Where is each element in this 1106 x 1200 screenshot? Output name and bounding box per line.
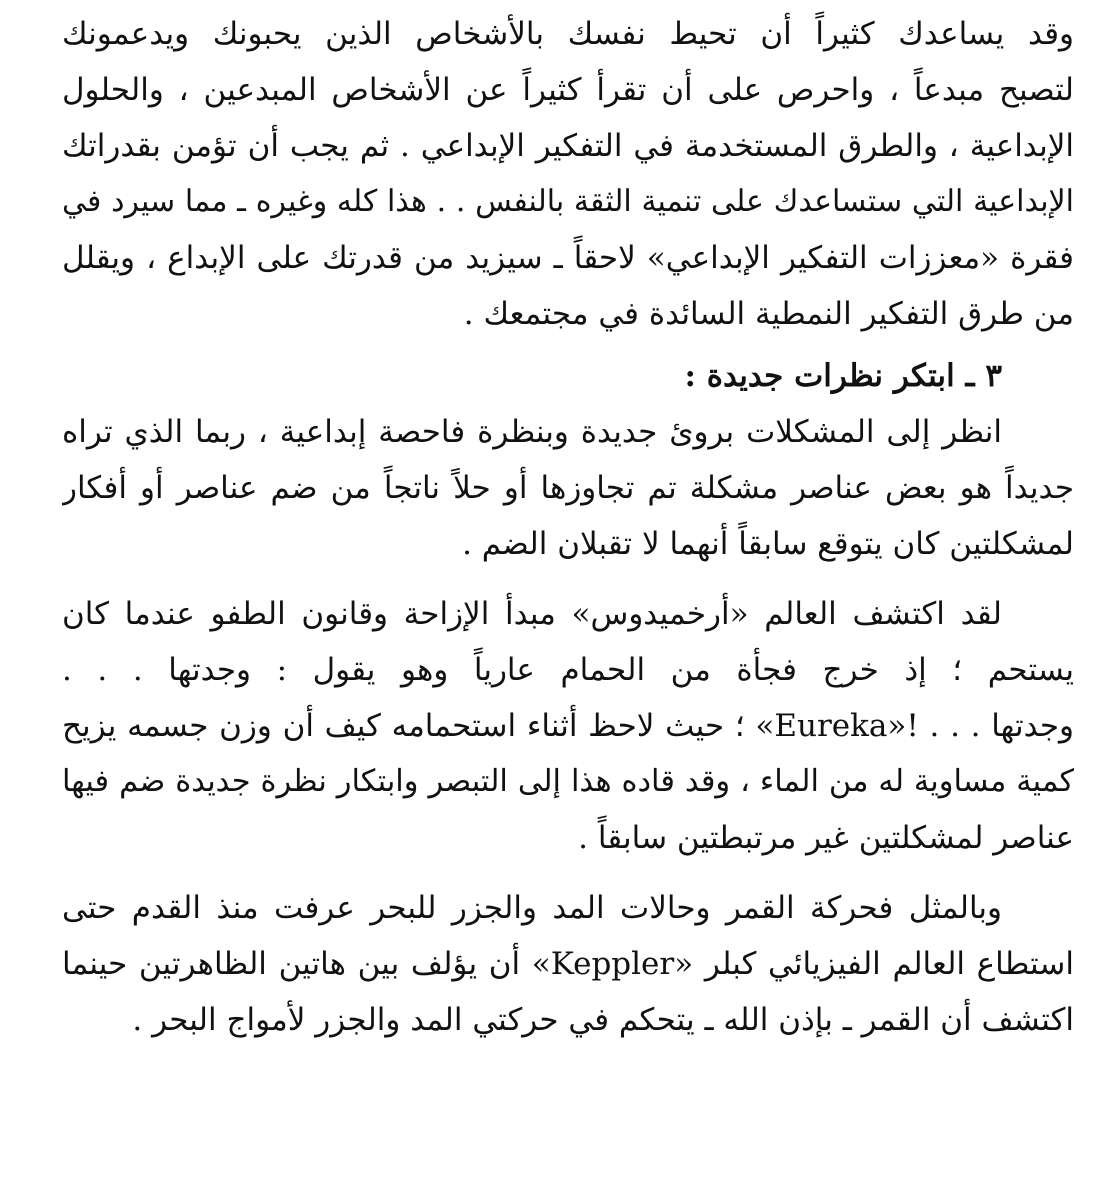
paragraph-new-perspectives [62,404,1074,572]
text-line: الإبداعية ، والطرق المستخدمة في التفكير الإبداعي . ثم يجب أن تؤمن بقدراتك [62,128,1074,164]
text-line: كمية مساوية له من الماء ، وقد قاده هذا إلى التبصر وابتكار نظرة جديدة ضم فيها [62,764,1074,799]
text-line: اكتشف أن القمر ـ بإذن الله ـ يتحكم في حركتي المد والجزر لأمواج البحر . [132,1002,1074,1038]
paragraph-archimedes [62,586,1074,866]
text-line: لتصبح مبدعاً ، واحرص على أن تقرأ كثيراً عن الأشخاص المبدعين ، والحلول [62,72,1074,108]
text-line: استطاع العالم الفيزيائي كبلر «Keppler» أن يؤلف بين هاتين الظاهرتين حينما [62,946,1074,982]
section-heading: ٣ ـ ابتكر نظرات جديدة : [684,358,1002,394]
text-line: يستحم ؛ إذ خرج فجأة من الحمام عارياً وهو يقول : وجدتها . . . [62,652,1074,688]
text-line: عناصر لمشكلتين غير مرتبطتين سابقاً . [578,820,1074,856]
text-line: وجدتها . . . !«Eureka» ؛ حيث لاحظ أثناء استحمامه كيف أن وزن جسمه يزيح [62,708,1074,744]
text-line: لقد اكتشف العالم «أرخميدوس» مبدأ الإزاحة وقانون الطفو عندما كان [62,596,1002,632]
text-line: انظر إلى المشكلات بروئ جديدة وبنظرة فاحصة إبداعية ، ربما الذي تراه [62,414,1002,450]
text-line: فقرة «معززات التفكير الإبداعي» لاحقاً ـ سيزيد من قدرتك على الإبداع ، ويقلل [62,240,1074,276]
text-line: الإبداعية التي ستساعدك على تنمية الثقة بالنفس . . هذا كله وغيره ـ مما سيرد في [62,184,1074,219]
paragraph-creative-support [62,6,1074,342]
text-line: جديداً هو بعض عناصر مشكلة تم تجاوزها أو حلاً ناتجاً من ضم عناصر أو أفكار [62,470,1074,506]
text-line: من طرق التفكير النمطية السائدة في مجتمعك . [463,296,1074,332]
text-line: لمشكلتين كان يتوقع سابقاً أنهما لا تقبلان الضم . [462,526,1074,562]
text-line: وبالمثل فحركة القمر وحالات المد والجزر للبحر عرفت منذ القدم حتى [62,890,1002,926]
paragraph-kepler [62,880,1074,1048]
text-line: وقد يساعدك كثيراً أن تحيط نفسك بالأشخاص الذين يحبونك ويدعمونك [62,16,1074,52]
